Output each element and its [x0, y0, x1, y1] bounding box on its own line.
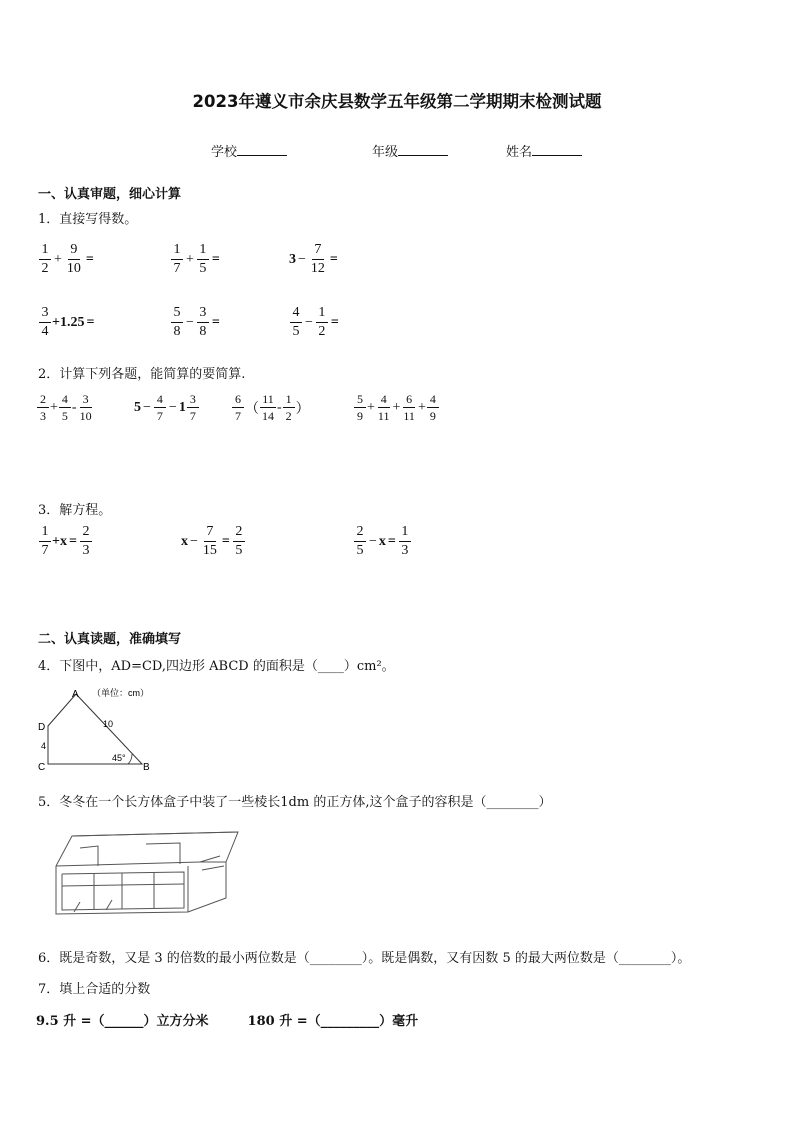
q2-expr-4: $\frac{5}{9}$ + $\frac{4}{11}$ + $\frac{6}{11}$ + $\frac{4}{9}$	[353, 393, 440, 422]
side-ab-label: 10	[103, 719, 114, 729]
grade-field[interactable]	[372, 141, 448, 160]
q1-expr-5: $\frac{5}{8}$ − $\frac{3}{8}$ =	[170, 306, 222, 339]
vertex-b-label: B	[143, 762, 150, 773]
q3-expr-3: $\frac{2}{5}$ − x = $\frac{1}{3}$	[353, 525, 412, 558]
vertex-a-label: A	[72, 689, 79, 700]
school-field[interactable]	[211, 141, 287, 160]
school-label: 学校	[211, 145, 238, 160]
q2-expr-3: $\frac{6}{7}$ （ $\frac{11}{14}$ - $\frac{1}{2}$ ）	[231, 393, 310, 422]
name-blank[interactable]	[532, 143, 582, 156]
q5-label: 5．冬冬在一个长方体盒子中装了一些棱长1dm 的正方体,这个盒子的容积是（________）	[38, 795, 552, 810]
grade-label: 年级	[372, 145, 399, 160]
q1-label: 1．直接写得数。	[38, 212, 138, 227]
q2-expr-1: $\frac{2}{3}$ + $\frac{4}{5}$ - $\frac{3}{10}$	[36, 393, 95, 422]
q1-expr-2: $\frac{1}{7}$ + $\frac{1}{5}$ =	[170, 243, 222, 276]
angle-label: 45°	[112, 753, 126, 763]
name-field[interactable]	[506, 141, 582, 160]
q6-label: 6．既是奇数，又是 3 的倍数的最小两位数是（________）。既是偶数，又有因数 5 的最大两位数是（________）。	[38, 951, 691, 966]
q1-expr-1: $\frac{1}{2}$ + $\frac{9}{10}$ =	[38, 243, 96, 276]
name-label: 姓名	[506, 145, 533, 160]
page-title: 2023年遵义市余庆县数学五年级第二学期期末检测试题	[192, 92, 602, 111]
section1-heading: 一、认真审题，细心计算	[38, 187, 182, 202]
q1-expr-4: $\frac{3}{4}$ +1.25 =	[38, 306, 96, 339]
vertex-c-label: C	[38, 762, 46, 773]
q1-expr-3: 3 − $\frac{7}{12}$ =	[289, 242, 338, 276]
box-sketch-figure	[50, 826, 245, 918]
q2-label: 2．计算下列各题，能简算的要简算.	[38, 367, 246, 382]
q1-expr-6: $\frac{4}{5}$ − $\frac{1}{2}$ =	[289, 306, 341, 339]
q3-label: 3．解方程。	[38, 503, 112, 518]
q3-expr-1: $\frac{1}{7}$ + x = $\frac{2}{3}$	[38, 525, 93, 558]
school-blank[interactable]	[237, 143, 287, 156]
box-lid-outline	[56, 832, 238, 866]
quadrilateral-outline	[48, 694, 142, 764]
unit-label: （单位：cm）	[92, 688, 149, 698]
q7-line: 9.5 升 =（______）立方分米 180 升 =（_________）毫升	[36, 1014, 419, 1029]
section2-heading: 二、认真读题，准确填写	[38, 632, 182, 647]
grade-blank[interactable]	[398, 143, 448, 156]
q4-label: 4．下图中，AD=CD,四边形 ABCD 的面积是（____）cm²。	[38, 659, 395, 674]
side-dc-label: 4	[41, 741, 47, 751]
quadrilateral-figure	[36, 686, 166, 776]
q7-label: 7．填上合适的分数	[38, 982, 151, 997]
vertex-d-label: D	[38, 722, 46, 733]
q3-expr-2: x − $\frac{7}{15}$ = $\frac{2}{5}$	[181, 525, 246, 558]
angle-arc	[128, 754, 132, 764]
q2-expr-2: 5 − $\frac{4}{7}$ − 1 $\frac{3}{7}$	[134, 393, 200, 422]
